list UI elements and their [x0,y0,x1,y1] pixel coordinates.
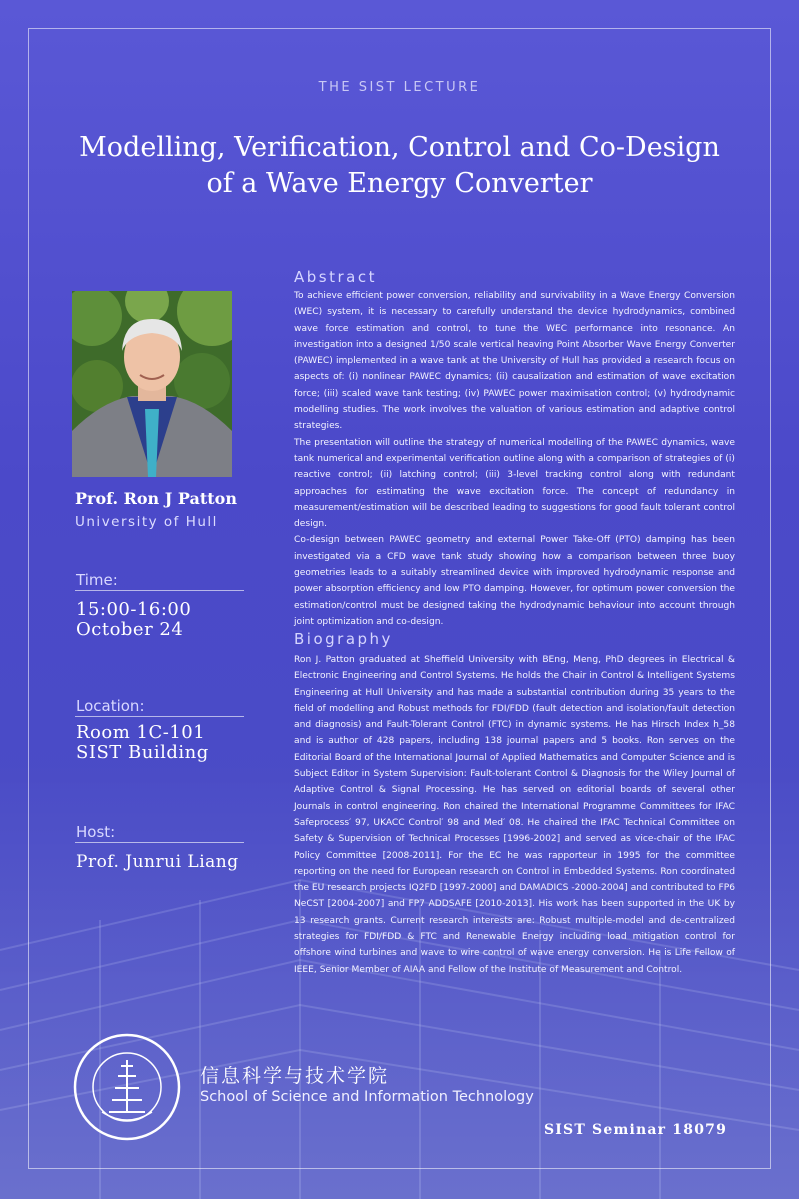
speaker-affiliation: University of Hull [75,514,218,530]
speaker-portrait [72,291,232,477]
host-name: Prof. Junrui Liang [76,852,239,872]
lecture-title [40,130,759,202]
speaker-name: Prof. Ron J Patton [75,489,237,508]
school-name-chinese: 信息科学与技术学院 [200,1065,390,1087]
school-name-english: School of Science and Information Technology [200,1089,534,1105]
title-line-1: Modelling, Verification, Control and Co-Design [79,132,720,163]
abstract-body [294,288,735,630]
host-label: Host: [76,823,116,841]
abstract-paragraph-2: The presentation will outline the strategy of numerical modelling of the PAWEC dynamics, wave tank numerical and experimental verification outline along with a comparison of strategies of (i) reactive control; (ii) latching control; (iii) 3-level tracking control along with redundant approaches for estimating the wave excitation force. The concept of redundancy in measurement/estimation will be described leading to suggestions for good fault tolerant control design. [294,437,735,530]
biography-body: Ron J. Patton graduated at Sheffield University with BEng, Meng, PhD degrees in Electrical & Electronic Engineering and Control Systems. He holds the Chair in Control & Intelligent Systems Engineering at Hull University and has made a substantial contribution during 35 years to the field of modelling and Robust methods for FDI/FDD (fault detection and isolation/fault detection and diagnosis) and Fault-Tolerant Control (FTC) in dynamic systems. He has Hirsch Index h_58 and is author of 428 papers, including 138 journal papers and 5 books. Ron serves on the Editorial Board of the International Journal of Applied Mathematics and Computer Science and is Subject Editor in System Supervision: Fault-tolerant Control & Diagnosis for the Wiley Journal of Adaptive Control & Signal Processing. He has served on editorial boards of several other Journals in control engineering. Ron chaired the International Programme Committees for IFAC Safeprocess′ 97, UKACC Control′ 98 and Med′ 08. He chaired the IFAC Technical Committee on Safety & Supervision of Technical Processes [1996-2002] and served as vice-chair of the IFAC Policy Committee [2008-2011]. For the EC he was rapporteur in 1995 for the committee reporting on the need for European research on Control in Embedded Systems. Ron coordinated the EU research projects IQ2FD [1997-2000] and DAMADICS -2000-2004] and contributed to FP6 NeCST [2004-2007] and FP7 ADDSAFE [2010-2013]. His work has been supported in the UK by 13 research grants. Current research interests are: Robust multiple-model and de-centralized strategies for FDI/FDD & FTC and Renewable Energy including load mitigation control for offshore wind turbines and wave to wire control of wave energy conversion. He is Life Fellow of IEEE, Senior Member of AIAA and Fellow of the Institute of Measurement and Control. [294,655,735,975]
time-range: 15:00-16:00 [76,599,192,620]
host-divider [75,842,244,843]
location-room: Room 1C-101 [76,722,206,743]
abstract-heading: Abstract [294,268,377,286]
time-label: Time: [76,571,118,589]
title-line-2: of a Wave Energy Converter [206,168,593,199]
date: October 24 [76,619,184,640]
abstract-paragraph-3: Co-design between PAWEC geometry and external Power Take-Off (PTO) damping has been investigated via a CFD wave tank study showing how a comparison between three buoy geometries leads to a suitably streamlined device with improved hydrodynamic response and power absorption efficiency and low PTO damping. However, for optimum power conversion the estimation/control must be designed taking the hydrodynamic behaviour into account through joint optimization and co-design. [294,535,735,627]
seminar-number: SIST Seminar 18079 [544,1122,728,1138]
abstract-paragraph-1: To achieve efficient power conversion, reliability and survivability in a Wave Energy Conversion (WEC) system, it is necessary to carefully understand the device hydrodynamics, combined wave force estimation and control, to tune the WEC performance into resonance. An investigation into a designed 1/50 scale vertical heaving Point Absorber Wave Energy Converter (PAWEC) implemented in a wave tank at the University of Hull has provided a research focus on aspects of: (i) nonlinear PAWEC dynamics; (ii) causalization and estimation of wave excitation force; (iii) scaled wave tank testing; (iv) PAWEC power maximisation control; (v) hydrodynamic modelling studies. The work involves the valuation of various estimation and adaptive control strategies. [294,291,735,432]
series-label: THE SIST LECTURE [318,80,481,95]
time-value [76,600,191,640]
location-divider [75,716,244,717]
location-value [76,723,209,763]
biography-heading: Biography [294,630,393,648]
location-label: Location: [76,697,145,715]
university-seal-logo [72,1032,182,1142]
location-building: SIST Building [76,742,209,763]
time-divider [75,590,244,591]
